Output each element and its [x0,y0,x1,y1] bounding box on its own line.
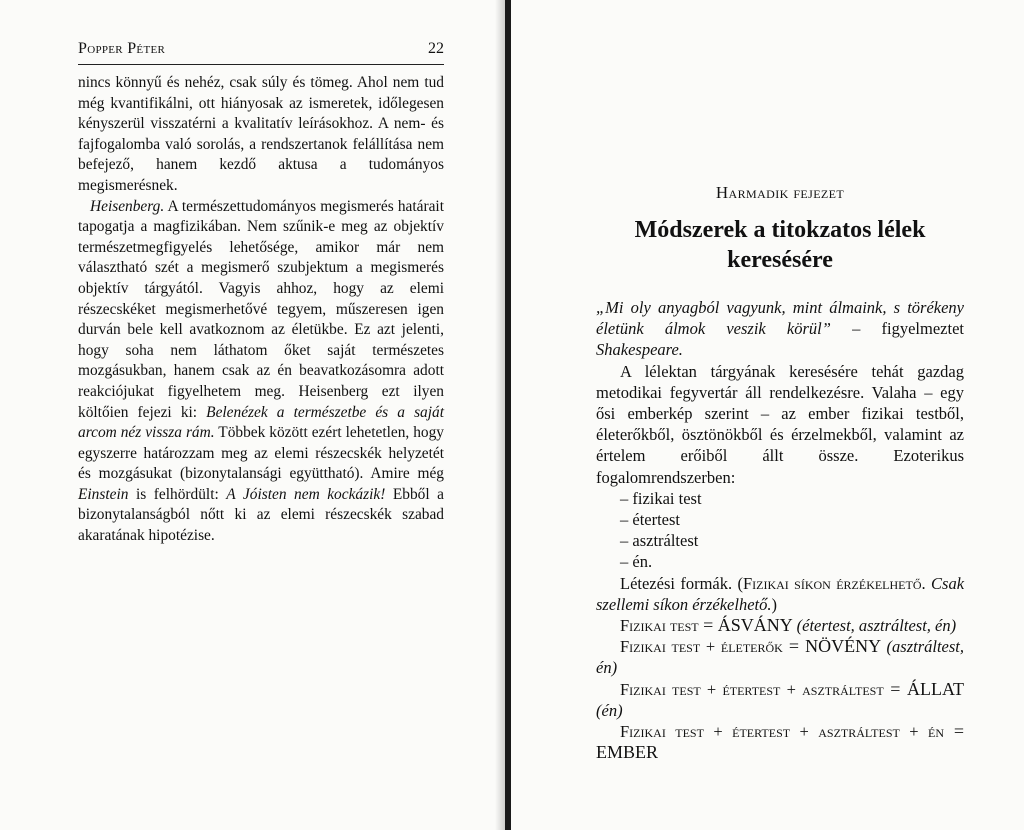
heisenberg-text-4: Ebből a bizonytalanságból nőtt ki az elemi részecskék szabad akaratának hipotézise. [78,485,444,545]
eq1-result: = ÁSVÁNY [698,615,797,636]
paragraph-1: nincs könnyű és nehéz, csak súly és tömeg. Ahol nem tud még kvantifikálni, ott hiányosak az ismeretek, időlegesen kényszerül visszatérni a kvalitatív leírásokhoz. A nem- és fajfogalomba való sorolás, a rendszertanok felállítása nem befejező, hanem kezdő aktusa a tudományos megismerésnek. [78,74,444,194]
forms-physical: Fizikai síkon érzékelhető. [742,573,926,593]
epigraph [596,297,964,361]
heisenberg-text-1: A természettudományos megismerés határait tapogatja a magfizikában. Nem szűnik-e meg az objektív természetmegfigyelés lehetősége, amikor már nem választható szét a megismerő szubjektum a megismerés objektív tárgyától. Vagyis ahhoz, hogy az elemi részecskéket megismerhetővé tegyem, műszeresen igen durván bele kell avatkoznom az életükbe. Ez azt jelenti, hogy soha nem láthatom őket saját természetes mozgásukban, hanem csak az én beavatkozásomra adott reakciójukat figyelhetem meg. Heisenberg ezt ilyen költőien fejezi ki: [78,197,444,421]
forms-spiritual: Csak szellemi síkon érzékelhető. [596,573,965,614]
right-page [596,40,964,763]
left-body-text [78,73,444,547]
heisenberg-quote: Belenézek a természetbe és a saját arcom néz vissza rám. [78,403,444,442]
eq4-terms: Fizikai test + étertest + asztráltest + én [620,722,945,742]
heisenberg-text-3: is felhördült: [128,485,227,503]
paragraph-methods: A lélektan tárgyának keresésére tehát gazdag metodikai fegyvertár áll rendelkezésre. Valaha – egy ősi emberkép szerint – az ember fizikai testből, életerőkből, ösztönökből és érzelmekből, valamint az értelem erőiből állt össze. Ezoterikus fogalomrendszerben: [596,361,964,487]
eq2-result: = NÖVÉNY [782,636,887,657]
equation-mineral [596,615,964,636]
chapter-label: Harmadik fejezet [715,183,845,202]
esoteric-list [596,488,964,573]
paragraph-heisenberg [78,197,444,547]
eq4-result: = EMBER [596,721,965,763]
einstein-quote: A Jóisten nem kockázik! [226,485,386,503]
forms-close: ) [771,594,777,614]
eq1-terms: Fizikai test [620,616,699,636]
heisenberg-lead: Heisenberg. [90,197,165,215]
running-header [78,40,444,65]
chapter-heading [596,183,964,275]
gutter-shadow [495,0,505,830]
epigraph-quote: „Mi oly anyagból vagyunk, mint álmaink, s törékeny életünk álmok veszik körül” [596,298,964,339]
page-number: 22 [428,40,444,57]
running-head-author: Popper Péter [78,40,166,57]
list-item: – asztráltest [620,531,699,551]
epigraph-author: Shakespeare. [596,340,683,360]
epigraph-rest: – figyelmeztet [830,319,964,339]
eq3-terms: Fizikai test + étertest + asztráltest [620,679,884,699]
equation-animal [596,679,964,721]
eq3-note: (én) [596,700,623,720]
einstein-name: Einstein [78,485,129,503]
book-gutter [505,0,511,830]
list-item: – fizikai test [620,488,702,508]
list-item: – én. [620,552,653,572]
eq1-note: (étertest, asztráltest, én) [796,616,957,636]
eq2-terms: Fizikai test + életerők [620,637,783,657]
list-item: – étertest [620,510,681,530]
existence-forms [596,573,964,615]
forms-lead: Létezési formák. ( [620,573,743,593]
right-body-text [596,297,964,763]
chapter-title: Módszerek a titokzatos lélek keresésére [634,217,926,273]
equation-human [596,721,964,763]
eq2-note: (asztráltest, én) [596,637,964,678]
left-page [78,40,444,547]
equation-plant [596,636,964,678]
eq3-result: = ÁLLAT [883,678,965,699]
heisenberg-text-2: Többek között ezért lehetetlen, hogy egyszerre határozzam meg az elemi részecskék helyzetét és mozgásukat (bizonytalansági együttható). Amire még [78,424,445,483]
